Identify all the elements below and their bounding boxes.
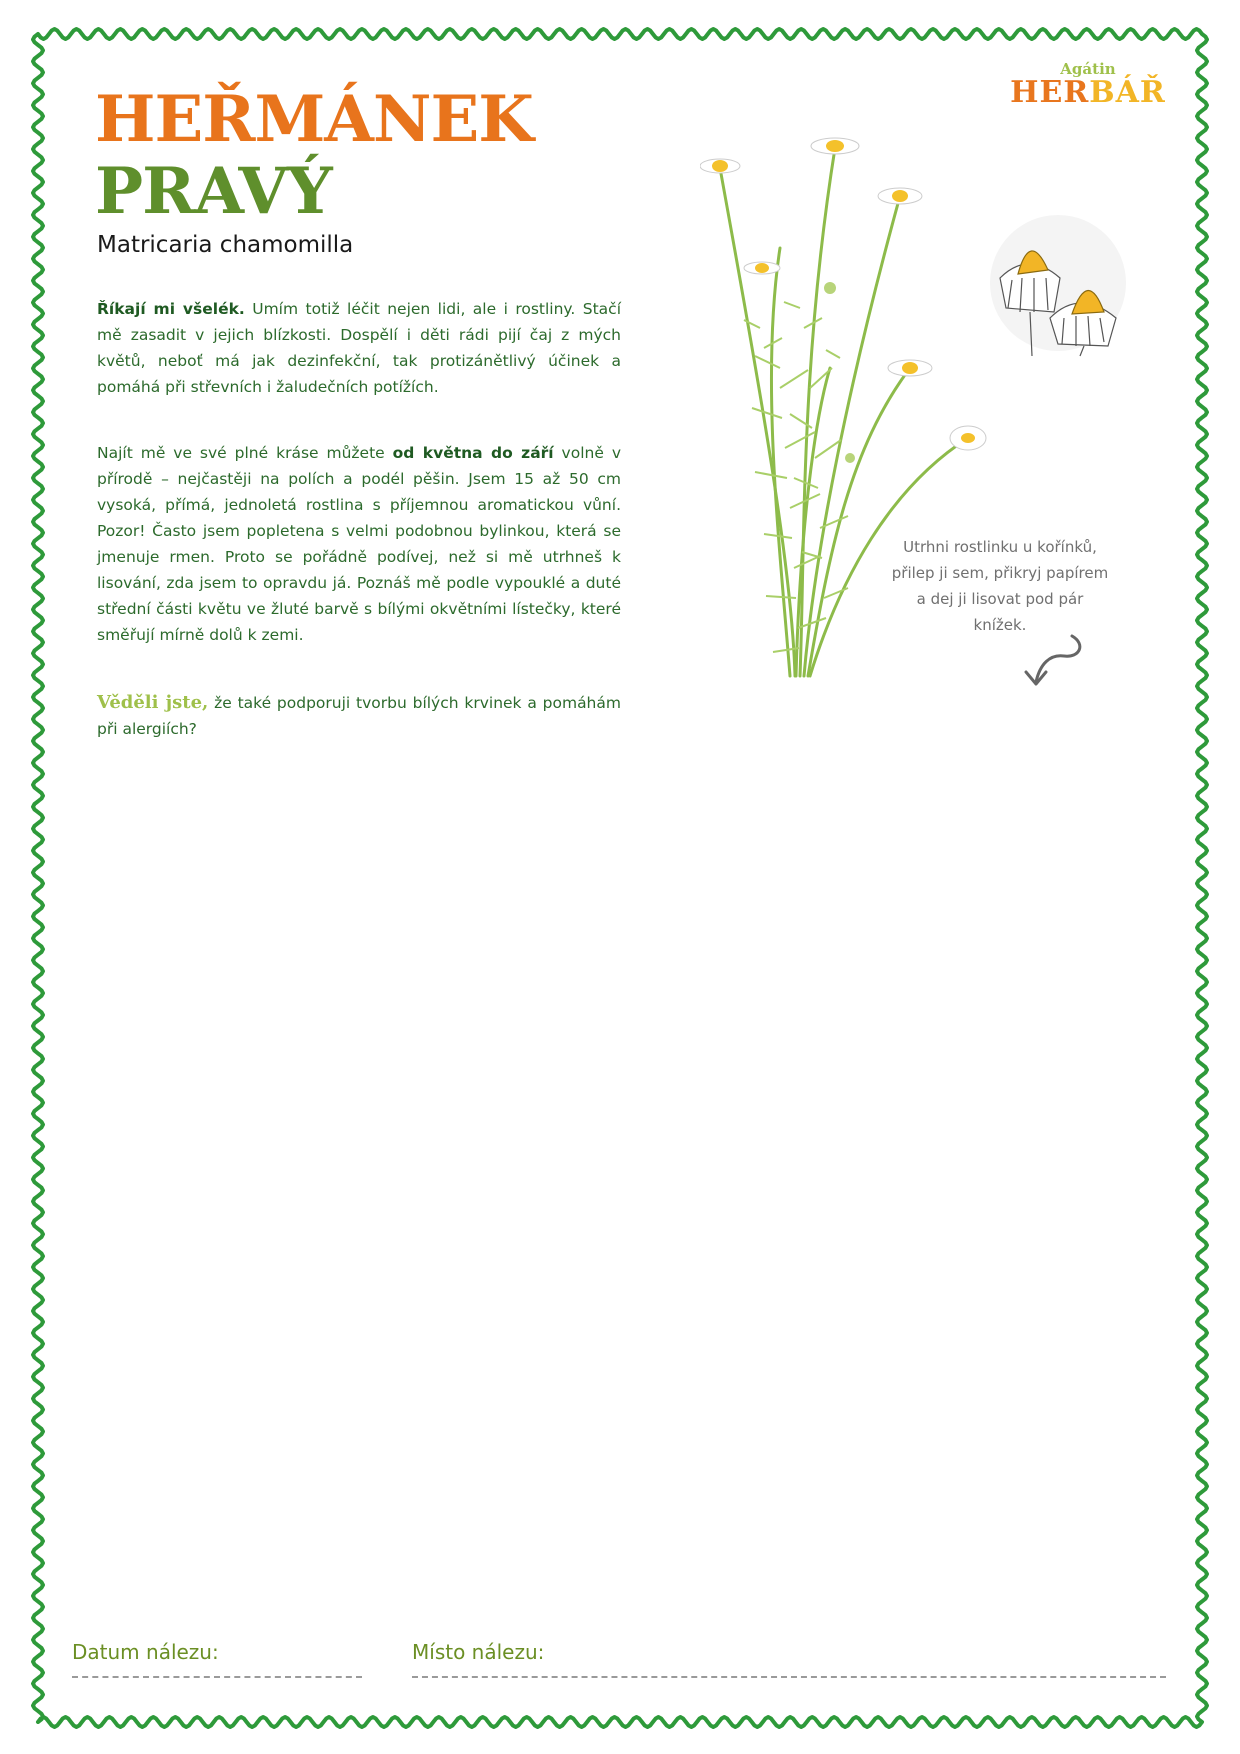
place-found-line[interactable] [412, 1676, 1166, 1678]
place-found-label: Místo nálezu: [412, 1640, 545, 1664]
instruction-line-4: knížek. [973, 616, 1027, 634]
instruction-line-1: Utrhni rostlinku u kořínků, [903, 538, 1097, 556]
curved-arrow-icon [1020, 630, 1090, 690]
date-found-line[interactable] [72, 1676, 362, 1678]
flower-sketch-illustration [988, 208, 1128, 358]
intro-text: Umím totiž léčit nejen lidi, ale i rostliny. Stačí mě zasadit v jejich blízkosti. Dospělí i děti rádi pijí čaj z mých květů, neboť má jak dezinfekční, tak protizánětlivý účinek a pomáhá při střevních i žaludečních potížích. [97, 300, 622, 396]
fact-text: že také podporuji tvorbu bílých krvinek a pomáhám při alergiích? [97, 694, 621, 738]
habitat-after: volně v přírodě – nejčastěji na polích a podél pěšin. Jsem 15 až 50 cm vysoká, přímá, jednoletá rostlina s příjemnou aromatickou vůní. Pozor! Často jsem popletena s velmi podobnou bylinkou, která se jmenuje rmen. Proto se pořádně podívej, než si mě utrhneš k lisování, zda jsem to opravdu já. Poznáš mě podle vypouklé a duté střední části květu ve žluté barvě s bílými okvětními lístečky, které směřují mírně dolů k zemi. [97, 444, 621, 644]
instruction-line-2: přilep ji sem, přikryj papírem [891, 564, 1109, 582]
date-found-label: Datum nálezu: [72, 1640, 219, 1664]
brand-top: Agátin [1060, 60, 1116, 78]
brand-main-b: BÁŘ [1089, 75, 1166, 110]
fact-label: Věděli jste, [97, 692, 209, 713]
brand-main-a: HER [1010, 75, 1090, 110]
intro-bold: Říkají mi všelék. [97, 300, 245, 318]
habitat-paragraph [97, 440, 621, 648]
fact-paragraph [97, 690, 621, 742]
title-line-2: PRAVÝ [95, 154, 332, 229]
instruction-line-3: a dej ji lisovat pod pár [916, 590, 1084, 608]
brand-main [1008, 75, 1168, 110]
habitat-bold: od května do září [392, 444, 554, 462]
habitat-before: Najít mě ve své plné kráse můžete [97, 444, 393, 462]
title-line-1: HEŘMÁNEK [95, 82, 533, 157]
brand-logo [1008, 60, 1168, 108]
latin-name: Matricaria chamomilla [97, 232, 354, 258]
pressing-instruction [880, 534, 1120, 638]
intro-paragraph [97, 296, 621, 400]
